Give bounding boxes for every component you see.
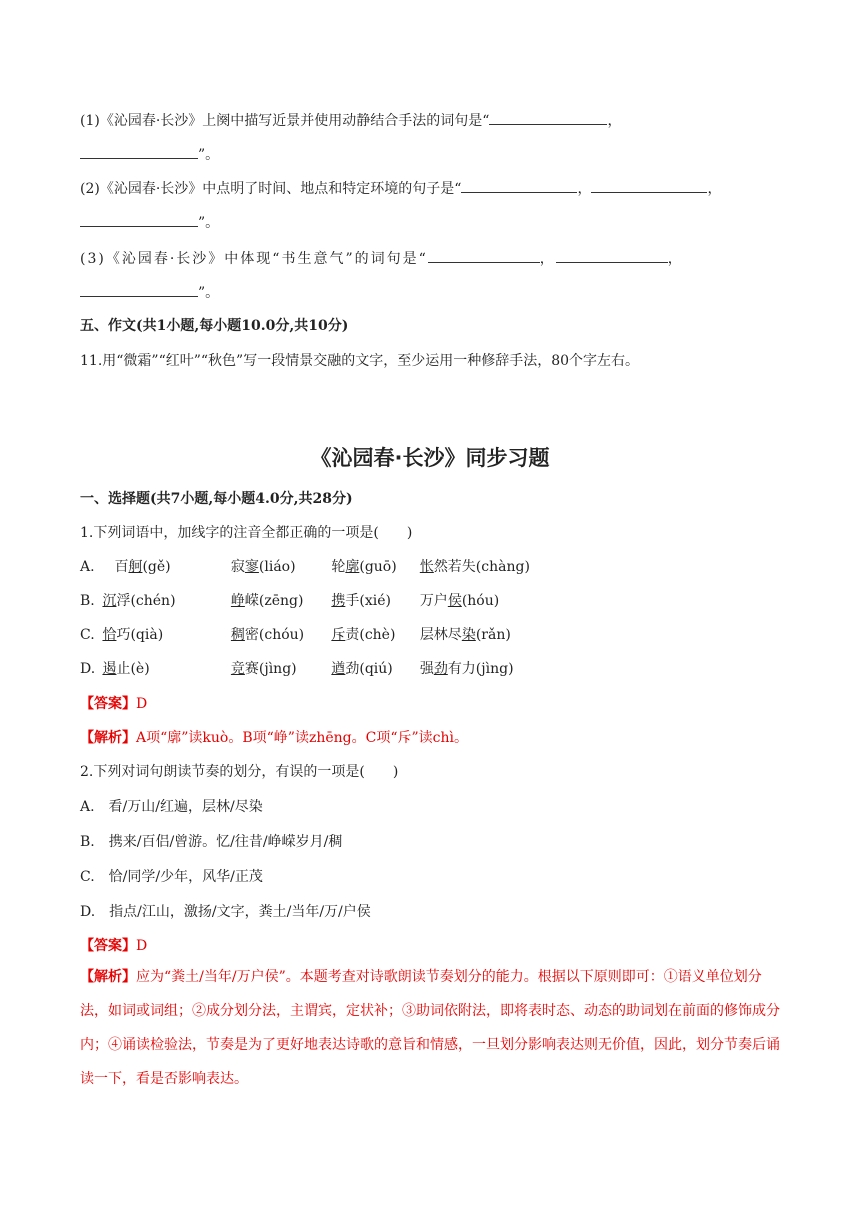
answer-blank <box>80 282 198 297</box>
option-item: 万户侯(hóu) <box>419 593 500 609</box>
option-c: C. 恰/同学/少年，风华/正茂 <box>80 869 263 885</box>
comma: ， <box>539 251 556 267</box>
question-1-stem: 1.下列词语中，加线字的注音全都正确的一项是( ) <box>80 525 413 541</box>
answer-blank <box>80 212 198 227</box>
answer-tag: 【答案】 <box>80 938 136 954</box>
comma: ， <box>667 251 684 267</box>
analysis-text: A项“廓”读kuò。B项“峥”读zhēng。C项“斥”读chì。 <box>136 730 468 746</box>
answer-blank <box>591 178 707 193</box>
option-item: 轮廓(guō) <box>331 559 397 575</box>
option-item: 稠密(chóu) <box>230 627 305 643</box>
answer-value: D <box>136 696 148 712</box>
option-b: B. 携来/百侣/曾游。忆/往昔/峥嵘岁月/稠 <box>80 834 343 850</box>
option-item: 竞赛(jìng) <box>230 661 297 677</box>
option-item: 遏止(è) <box>102 661 150 677</box>
option-d: D. 指点/江山，激扬/文字，粪土/当年/万/户侯 <box>80 904 371 920</box>
option-a <box>80 557 580 577</box>
option-c <box>80 625 580 645</box>
option-item: 层林尽染(rǎn) <box>419 627 511 643</box>
option-label: B. <box>80 593 95 609</box>
comma: ， <box>577 181 592 197</box>
option-d <box>80 659 580 679</box>
option-label: D. <box>80 661 96 677</box>
option-item: 斥责(chè) <box>331 627 396 643</box>
section-heading-essay: 五、作文(共1小题,每小题10.0分,共10分) <box>80 318 349 334</box>
fill-question-1-text: (1)《沁园春·长沙》上阕中描写近景并使用动静结合手法的词句是“ <box>80 113 490 129</box>
fill-question-1-end: ”。 <box>198 147 220 163</box>
section-heading-choice: 一、选择题(共7小题,每小题4.0分,共28分) <box>80 491 353 507</box>
fill-question-3 <box>80 248 684 269</box>
option-item: 遒劲(qiú) <box>331 661 393 677</box>
fill-question-3-cont <box>80 282 219 303</box>
option-b <box>80 591 580 611</box>
fill-question-1 <box>80 110 621 131</box>
option-label: C. <box>80 627 95 643</box>
option-item: 百舸(gě) <box>114 559 171 575</box>
analysis-2 <box>80 960 780 1096</box>
fill-question-2-end: ”。 <box>198 215 220 231</box>
option-item: 强劲有力(jìng) <box>419 661 514 677</box>
option-a: A. 看/万山/红遍，层林/尽染 <box>80 799 263 815</box>
answer-2 <box>80 936 147 956</box>
answer-blank <box>556 248 668 263</box>
fill-question-3-end: ”。 <box>198 285 220 301</box>
comma: ， <box>707 181 722 197</box>
analysis-1 <box>80 728 468 748</box>
option-item: 恰巧(qià) <box>102 627 164 643</box>
option-item: 寂寥(liáo) <box>230 559 296 575</box>
fill-question-3-text: (3)《沁园春·长沙》中体现“书生意气”的词句是“ <box>80 251 428 267</box>
fill-question-1-cont <box>80 144 219 165</box>
fill-question-2-cont <box>80 212 219 233</box>
fill-question-2 <box>80 178 721 199</box>
answer-1 <box>80 694 147 714</box>
answer-tag: 【答案】 <box>80 696 136 712</box>
option-item: 峥嵘(zēng) <box>230 593 304 609</box>
question-2-stem: 2.下列对词句朗读节奏的划分，有误的一项是( ) <box>80 764 399 780</box>
question-11: 11.用“微霜”“红叶”“秋色”写一段情景交融的文字，至少运用一种修辞手法，80个字左右。 <box>80 353 640 369</box>
analysis-text: 应为“粪土/当年/万户侯”。本题考查对诗歌朗读节奏划分的能力。根据以下原则即可：①语义单位划分法，如词或词组；②成分划分法，主谓宾，定状补；③助词依附法，即将表时态、动态的助词划在前面的修饰成分内；④诵读检验法，节奏是为了更好地表达诗歌的意旨和情感，一旦划分影响表达则无价值，因此，划分节奏后诵读一下，看是否影响表达。 <box>80 969 780 1087</box>
option-item: 怅然若失(chàng) <box>419 559 530 575</box>
answer-blank <box>489 110 607 125</box>
option-item: 沉浮(chén) <box>102 593 176 609</box>
fill-question-2-text: (2)《沁园春·长沙》中点明了时间、地点和特定环境的句子是“ <box>80 181 462 197</box>
answer-value: D <box>136 938 148 954</box>
page-title: 《沁园春·长沙》同步习题 <box>310 446 550 470</box>
analysis-tag: 【解析】 <box>80 730 136 746</box>
option-item: 携手(xié) <box>331 593 391 609</box>
option-label: A. <box>80 559 109 575</box>
answer-blank <box>461 178 577 193</box>
analysis-tag: 【解析】 <box>80 969 136 985</box>
answer-blank <box>80 144 198 159</box>
answer-blank <box>428 248 540 263</box>
comma: ， <box>607 113 622 129</box>
